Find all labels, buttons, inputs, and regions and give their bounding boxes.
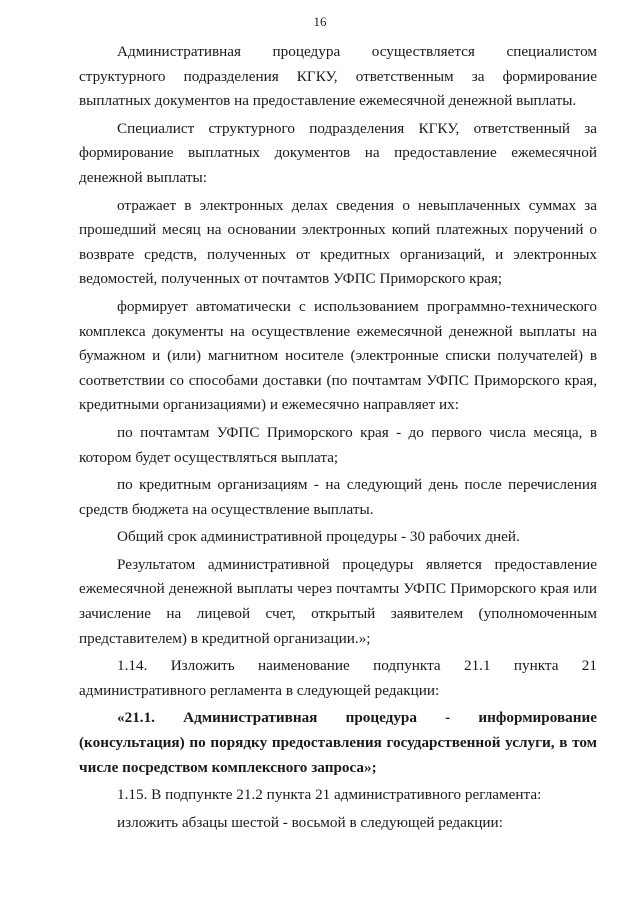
paragraph: Результатом административной процедуры является предоставление ежемесячной денежной выплаты через почтамты УФПС Приморского края или зачисление на лицевой счет, открытый заявителем (уполномоченным представителем) в кредитной организации.»; [79, 555, 597, 647]
paragraph: Специалист структурного подразделения КГКУ, ответственный за формирование выплатных документов на предоставление ежемесячной денежной выплаты: [79, 119, 597, 186]
paragraph: Общий срок административной процедуры - 30 рабочих дней. [117, 528, 520, 546]
document-body [79, 40, 597, 835]
paragraph: по кредитным организациям - на следующий день после перечисления средств бюджета на осуществление выплаты. [79, 476, 597, 518]
paragraph: Административная процедура осуществляется специалистом структурного подразделения КГКУ, ответственным за формирование выплатных документов на предоставление ежемесячной денежной выплаты. [79, 43, 597, 110]
paragraph: по почтамтам УФПС Приморского края - до первого числа месяца, в котором будет осуществляться выплата; [79, 423, 597, 466]
paragraph: отражает в электронных делах сведения о невыплаченных суммах за прошедший месяц на основании электронных копий платежных поручений о возврате средств, полученных от кредитных организаций, и электронных ведомостей, полученных от почтамтов УФПС Приморского края; [79, 196, 597, 288]
paragraph: 1.14. Изложить наименование подпункта 21.1 пункта 21 административного регламента в следующей редакции: [79, 657, 597, 699]
paragraph: изложить абзацы шестой - восьмой в следующей редакции: [117, 813, 503, 831]
paragraph: 1.15. В подпункте 21.2 пункта 21 административного регламента: [117, 786, 542, 804]
paragraph: формирует автоматически с использованием программно-технического комплекса документы на осуществление ежемесячной денежной выплаты на бумажном и (или) магнитном носителе (электронные списки получателей) в соответствии со способами доставки (по почтамтам УФПС Приморского края, кредитными организациями) и ежемесячно направляет их: [79, 297, 597, 414]
page-number: 16 [313, 14, 327, 29]
bold-paragraph: «21.1. Административная процедура - информирование (консультация) по порядку предоставления государственной услуги, в том числе посредством комплексного запроса»; [79, 709, 597, 776]
